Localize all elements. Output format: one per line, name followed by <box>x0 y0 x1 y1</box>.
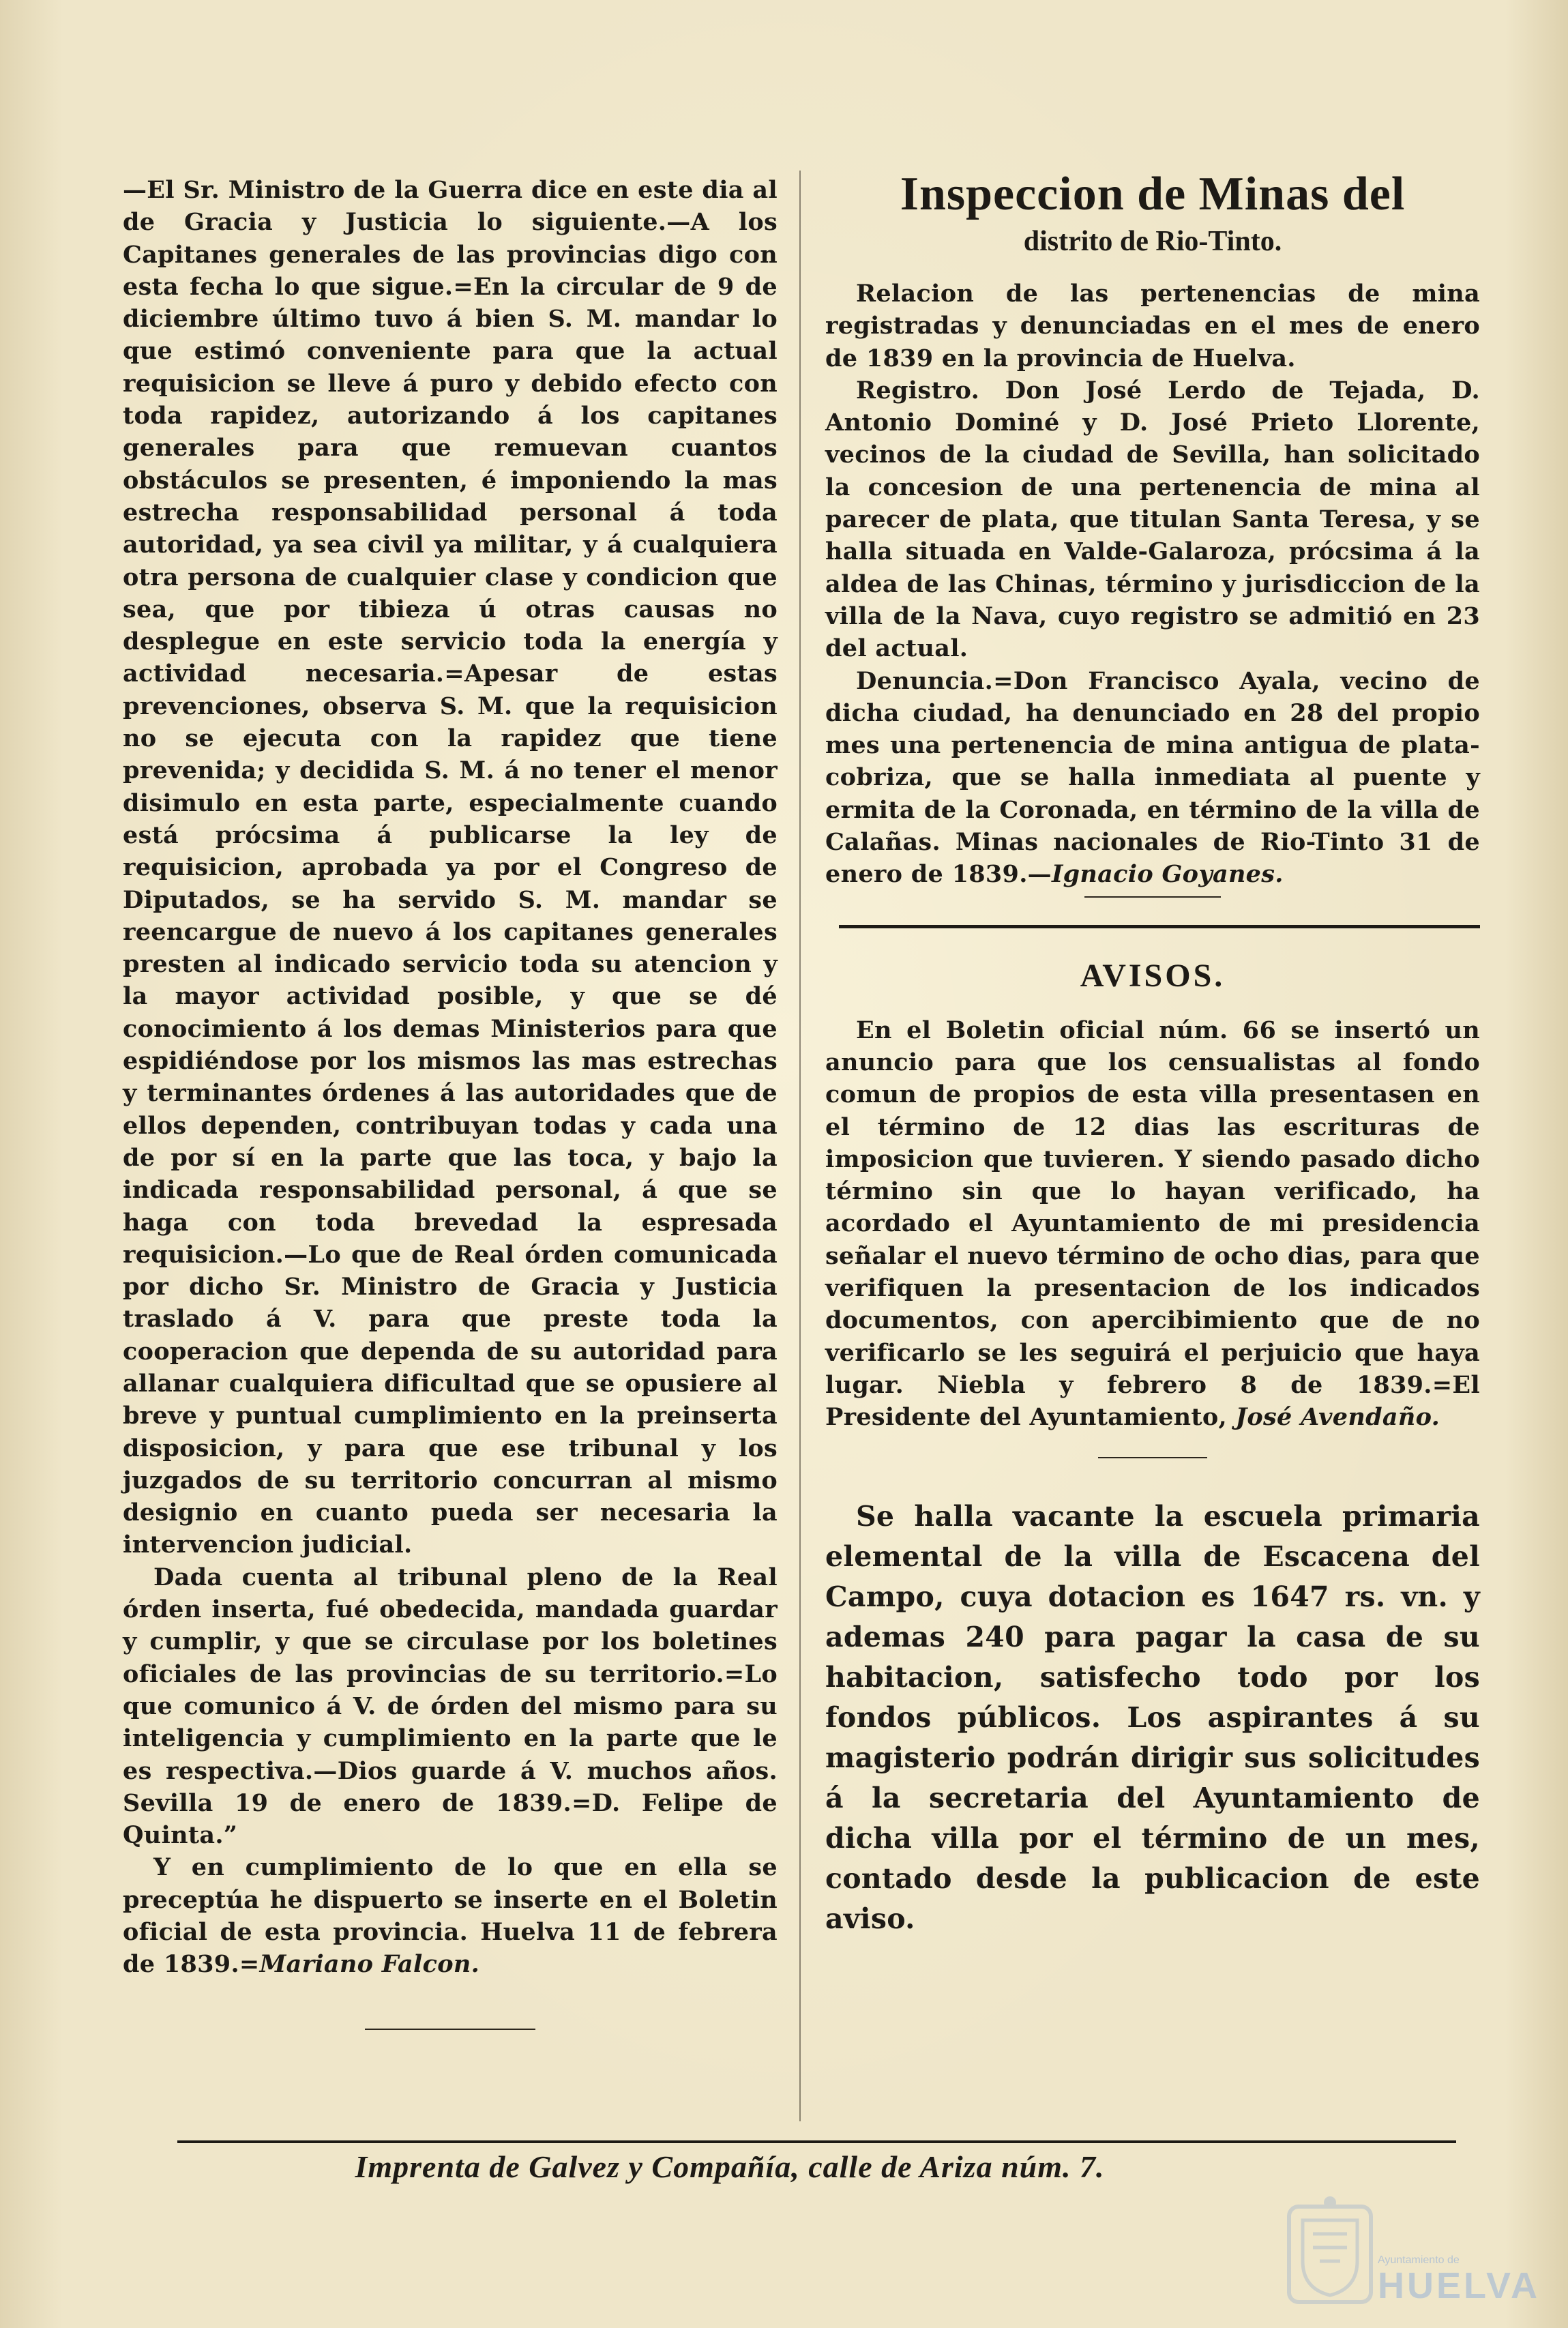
left-end-rule <box>365 2029 535 2030</box>
denuncia-body: Denuncia.=Don Francisco Ayala, vecino de dicha ciudad, ha denunciado en 28 del propio mes una pertenencia de mina antigua de plata-cobriza, que se halla inmediata al puente y ermita de la Coronada, en término de la villa de Calañas. Minas nacionales de Rio-Tinto 31 de enero de 1839.— <box>825 666 1480 889</box>
huelva-order-signature: Mariano Falcon. <box>259 1950 480 1979</box>
huelva-order-body: Y en cumplimiento de lo que en ella se preceptúa he dispuerto se inserte en el Boletin oficial de esta provincia. Huelva 11 de febrera de 1839.= <box>123 1853 778 1979</box>
aviso-separator-rule <box>1098 1457 1207 1458</box>
footer-rule <box>177 2140 1456 2143</box>
denuncia-entry <box>825 665 1480 891</box>
aviso-escacena-text: Se halla vacante la escuela primaria elemental de la villa de Escacena del Campo, cuya dotacion es 1647 rs. vn. y ademas 240 para pagar la casa de su habitacion, satisfecho todo por los fondos públicos. Los aspirantes á su magisterio podrán dirigir sus solicitudes á la secretaria del Ayuntamiento de dicha villa por el término de un mes, contado desde la publicacion de este aviso. <box>825 1499 1480 1935</box>
inspeccion-title: Inspeccion de Minas del <box>900 168 1406 220</box>
inspeccion-intro: Relacion de las pertenencias de mina registradas y denunciadas en el mes de enero de 1839 en la provincia de Huelva. <box>825 280 1480 372</box>
inspeccion-subtitle: distrito de Rio-Tinto. <box>1023 226 1282 257</box>
section-separator <box>839 925 1480 928</box>
avisos-title: AVISOS. <box>1080 957 1226 994</box>
watermark-subtitle: Ayuntamiento de <box>1378 2254 1460 2266</box>
aviso-niebla-body: En el Boletin oficial núm. 66 se insertó un anuncio para que los censualistas al fondo comun de propios de esta villa presentasen en el término de 12 dias las escrituras de imposicion que tuvieren. Y siendo pasado dicho término sin que lo hayan verificado, ha acordado el Ayuntamiento de mi presidencia señalar el nuevo término de ocho dias, para que verifiquen la presentacion de los indicados documentos, con apercibimiento que de no verificarlo se les seguirá el perjuicio que haya lugar. Niebla y febrero 8 de 1839.=El Presidente del Ayuntamiento, <box>825 1016 1480 1432</box>
column-divider <box>799 171 801 2121</box>
printer-imprint: Imprenta de Galvez y Compañía, calle de Ariza núm. 7. <box>355 2149 1105 2184</box>
aviso-niebla-signature: José Avendaño. <box>1235 1403 1440 1432</box>
aviso-niebla-text <box>825 1014 1480 1434</box>
right-column <box>825 167 1480 1939</box>
watermark-name: HUELVA <box>1378 2265 1540 2306</box>
left-column <box>123 174 778 2045</box>
tribunal-order-text: Dada cuenta al tribunal pleno de la Real órden inserta, fué obedecida, mandada guardar y cumplir, y que se circulase por los boletines oficiales de las provincias de su territorio.=Lo que comunico á V. de órden del mismo para su inteligencia y cumplimiento en la parte que le es respectiva.—Dios guarde á V. muchos años. Sevilla 19 de enero de 1839.=D. Felipe de Quinta.” <box>123 1563 778 1850</box>
registro-entry: Registro. Don José Lerdo de Tejada, D. Antonio Dominé y D. José Prieto Llorente, vecinos de la ciudad de Sevilla, han solicitado la concesion de una pertenencia de mina al parecer de plata, que titulan Santa Teresa, y se halla situada en Valde-Galaroza, prócsima á la aldea de las Chinas, término y jurisdiccion de la villa de la Nava, cuyo registro se admitió en 23 del actual. <box>825 376 1480 663</box>
inspeccion-end-rule <box>1084 896 1221 898</box>
inspeccion-signature: Ignacio Goyanes. <box>1051 860 1284 889</box>
ministry-order-text: —El Sr. Ministro de la Guerra dice en este dia al de Gracia y Justicia lo siguiente.—A los Capitanes generales de las provincias digo con esta fecha lo que sigue.=En la circular de 9 de diciembre último tuvo á bien S. M. mandar lo que estimó conveniente para que la actual requisicion se lleve á puro y debido efecto con toda rapidez, autorizando á los capitanes generales para que remuevan cuantos obstáculos se presenten, é imponiendo la mas estrecha responsabilidad personal á toda autoridad, ya sea civil ya militar, y á cualquiera otra persona de cualquier clase y condicion que sea, que por tibieza ú otras causas no desplegue en este servicio toda la energía y actividad necesaria.=Apesar de estas prevenciones, observa S. M. que la requisicion no se ejecuta con la rapidez que tiene prevenida; y decidida S. M. á no tener el menor disimulo en esta parte, especialmente cuando está prócsima á publicarse la ley de requisicion, aprobada ya por el Congreso de Diputados, se ha servido S. M. mandar se reencargue de nuevo á los capitanes generales presten al indicado servicio toda su atencion y la mayor actividad posible, y que se dé conocimiento á los demas Ministerios para que espidiéndose por los mismos las mas estrechas y terminantes órdenes á las autoridades que de ellos dependen, contribuyan todas y cada una de por sí en la parte que las toca, y bajo la indicada responsabilidad personal, á que se haga con toda brevedad la espresada requisicion.—Lo que de Real órden comunicada por dicho Sr. Ministro de Gracia y Justicia traslado á V. para que preste toda la cooperacion que dependa de su autoridad para allanar cualquiera dificultad que se opusiere al breve y puntual cumplimiento en la preinserta disposicion, y para que ese tribunal y los juzgados de su territorio concurran al mismo designio en cuanto pueda ser necesaria la intervencion judicial. <box>123 176 778 1559</box>
huelva-order-text <box>123 1851 778 1980</box>
